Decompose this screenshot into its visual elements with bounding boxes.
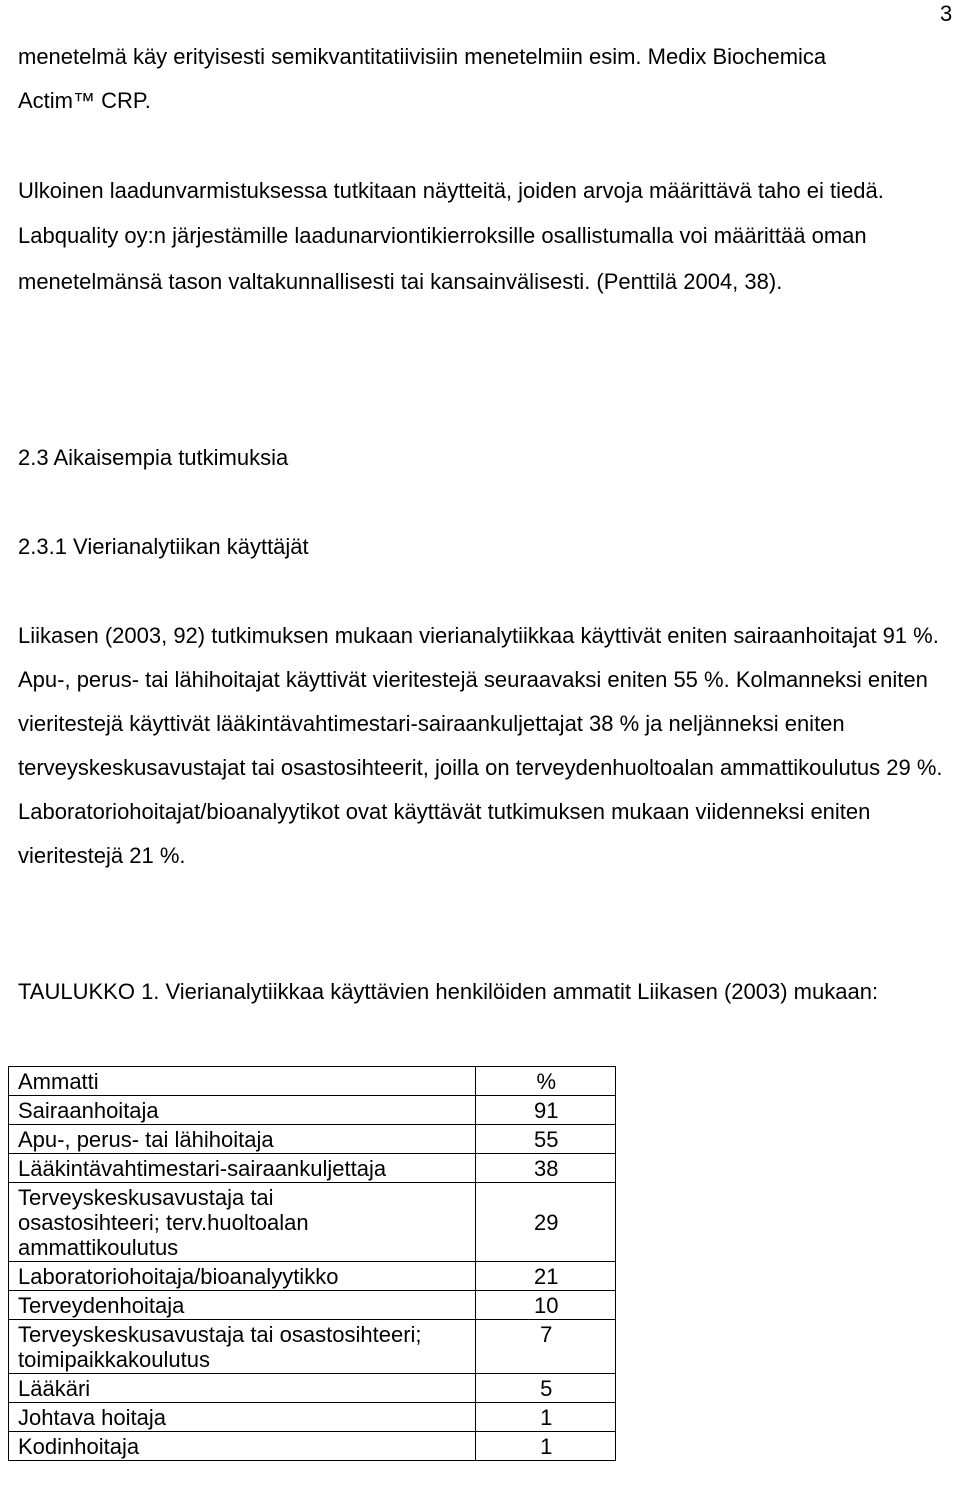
occupation-cell: Johtava hoitaja — [9, 1403, 476, 1432]
occupation-cell: Terveydenhoitaja — [9, 1291, 476, 1320]
table-row — [9, 1096, 616, 1125]
occupation-cell: Apu-, perus- tai lähihoitaja — [9, 1125, 476, 1154]
percent-cell: 7 — [476, 1320, 616, 1374]
occupation-cell: Lääkäri — [9, 1374, 476, 1403]
percent-cell: 38 — [476, 1154, 616, 1183]
percent-cell: 10 — [476, 1291, 616, 1320]
page-number: 3 — [940, 1, 953, 26]
percent-cell: 55 — [476, 1125, 616, 1154]
percent-cell: 1 — [476, 1432, 616, 1461]
table-row — [9, 1320, 616, 1374]
section-heading: 2.3 Aikaisempia tutkimuksia — [18, 445, 289, 470]
occupation-cell: Sairaanhoitaja — [9, 1096, 476, 1125]
occupation-cell: Terveyskeskusavustaja tai osastosihteeri; terv.huoltoalan ammattikoulutus — [9, 1183, 476, 1262]
occupation-table — [8, 1066, 616, 1461]
occupation-cell: Terveyskeskusavustaja tai osastosihteeri; toimipaikkakoulutus — [9, 1320, 476, 1374]
table-row — [9, 1154, 616, 1183]
percent-cell: 29 — [476, 1183, 616, 1262]
paragraph-intro: menetelmä käy erityisesti semikvantitatiivisiin menetelmiin esim. Medix Biochemica Actim™ CRP. — [18, 44, 827, 113]
paragraph-external-quality: Ulkoinen laadunvarmistuksessa tutkitaan näytteitä, joiden arvoja määrittävä taho ei tiedä. Labquality oy:n järjestämille laadunarviontikierroksille osallistumalla voi määrittää oman menetelmänsä tason valtakunnallisesti tai kansainvälisesti. (Penttilä 2004, 38). — [18, 178, 884, 294]
table-caption: TAULUKKO 1. Vierianalytiikkaa käyttävien henkilöiden ammatit Liikasen (2003) mukaan: — [18, 979, 879, 1004]
table-row — [9, 1183, 616, 1262]
table-row — [9, 1262, 616, 1291]
header-occupation: Ammatti — [9, 1067, 476, 1096]
occupation-cell: Lääkintävahtimestari-sairaankuljettaja — [9, 1154, 476, 1183]
occupation-cell: Laboratoriohoitaja/bioanalyytikko — [9, 1262, 476, 1291]
table-row — [9, 1432, 616, 1461]
percent-cell: 1 — [476, 1403, 616, 1432]
table-row — [9, 1291, 616, 1320]
percent-cell: 5 — [476, 1374, 616, 1403]
table-row — [9, 1374, 616, 1403]
table-header-row — [9, 1067, 616, 1096]
header-percent: % — [476, 1067, 616, 1096]
subsection-heading: 2.3.1 Vierianalytiikan käyttäjät — [18, 534, 309, 559]
table-row — [9, 1403, 616, 1432]
percent-cell: 21 — [476, 1262, 616, 1291]
percent-cell: 91 — [476, 1096, 616, 1125]
occupation-cell: Kodinhoitaja — [9, 1432, 476, 1461]
table-row — [9, 1125, 616, 1154]
paragraph-liikanen-study: Liikasen (2003, 92) tutkimuksen mukaan vierianalytiikkaa käyttivät eniten sairaanhoitajat 91 %. Apu-, perus- tai lähihoitajat käyttivät vieritestejä seuraavaksi eniten 55 %. Kolmanneksi eniten vieritestejä käyttivät lääkintävahtimestari-sairaankuljettajat 38 % ja neljänneksi eniten terveyskeskusavustajat tai osastosihteerit, joilla on terveydenhuoltoalan ammattikoulutus 29 %. Laboratoriohoitajat/bioanalyytikot ovat käyttävät tutkimuksen mukaan viidenneksi eniten vieritestejä 21 %. — [18, 623, 943, 868]
